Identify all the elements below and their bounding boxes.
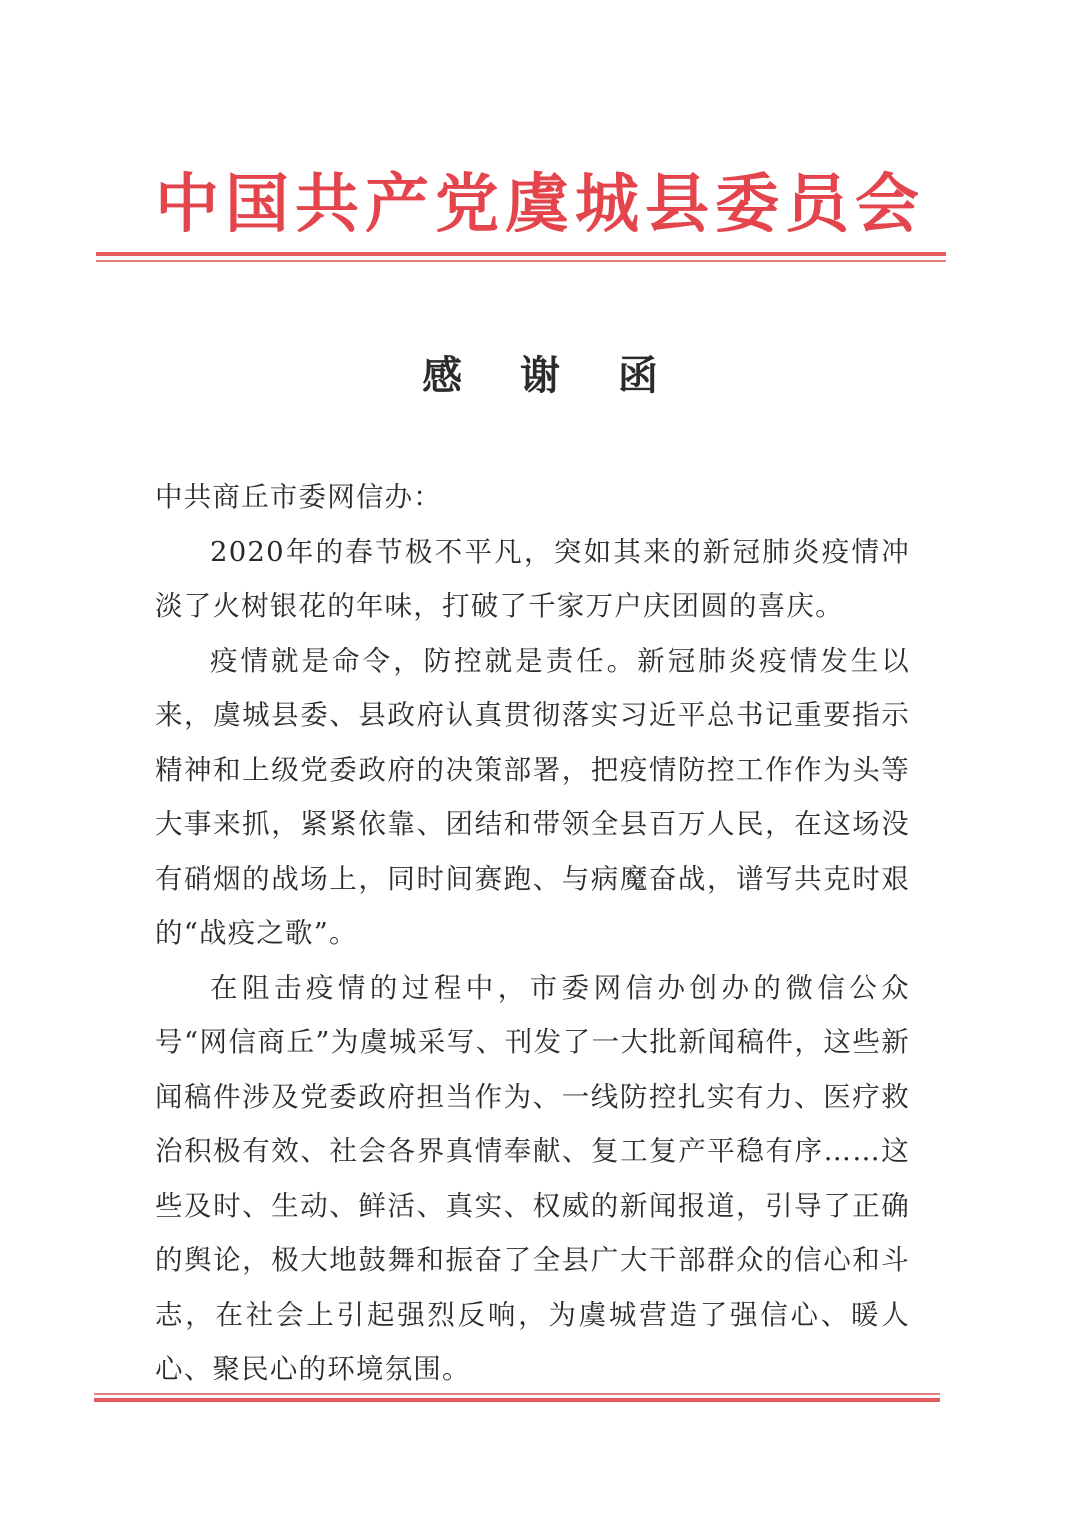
footer-red-rule-thick xyxy=(94,1398,940,1402)
letterhead-red-rule-thick xyxy=(96,252,946,256)
body-paragraph: 2020年的春节极不平凡，突如其来的新冠肺炎疫情冲淡了火树银花的年味，打破了千家万户庆团圆的喜庆。 xyxy=(155,535,910,622)
body-paragraph: 疫情就是命令，防控就是责任。新冠肺炎疫情发生以来，虞城县委、县政府认真贯彻落实习近平总书记重要指示精神和上级党委政府的决策部署，把疫情防控工作作为头等大事来抓，紧紧依靠、团结和带领全县百万人民，在这场没有硝烟的战场上，同时间赛跑、与病魔奋战，谱写共克时艰的“战疫之歌”。 xyxy=(155,644,910,949)
letterhead-organization-title: 中国共产党虞城县委员会 xyxy=(155,167,925,242)
letterhead-red-rule-thin xyxy=(96,260,946,262)
document-title: 感 谢 函 xyxy=(422,353,680,399)
salutation: 中共商丘市委网信办： xyxy=(155,481,442,513)
document-body xyxy=(155,470,910,1397)
footer-red-rule-thin xyxy=(94,1393,940,1395)
body-paragraph: 在阻击疫情的过程中，市委网信办创办的微信公众号“网信商丘”为虞城采写、刊发了一大批新闻稿件，这些新闻稿件涉及党委政府担当作为、一线防控扎实有力、医疗救治积极有效、社会各界真情奉献、复工复产平稳有序……这些及时、生动、鲜活、真实、权威的新闻报道，引导了正确的舆论，极大地鼓舞和振奋了全县广大干部群众的信心和斗志，在社会上引起强烈反响，为虞城营造了强信心、暖人心、聚民心的环境氛围。 xyxy=(155,971,910,1385)
